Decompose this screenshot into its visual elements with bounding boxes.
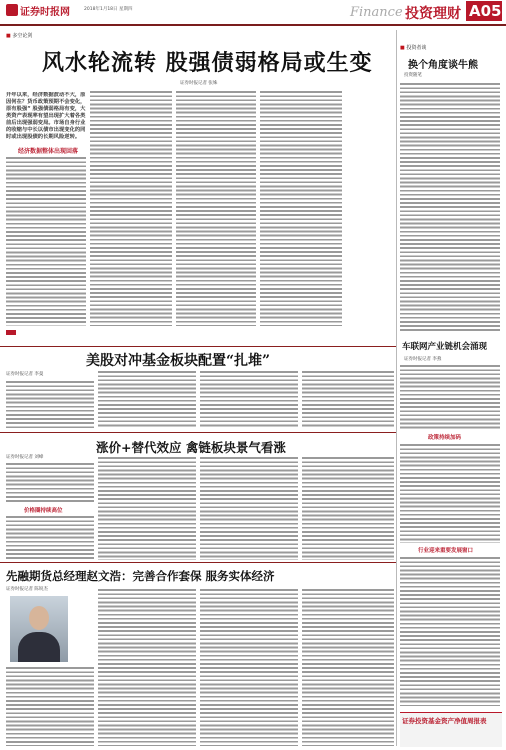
newspaper-logo: 证券时报: [20, 7, 60, 18]
top-story-subhead: 经济数据整体出现回落: [18, 148, 79, 155]
edition-info: 2018年1月18日 星期四: [84, 7, 133, 12]
story2-headline: 涨价+替代效应 禽链板块景气看涨: [96, 440, 286, 455]
right-subhead-1: 政策持续加码: [428, 435, 462, 441]
middle-body-col2: [98, 370, 196, 428]
middle-body-col4: [302, 370, 394, 428]
top-story-kicker: ■ 多空论剑: [6, 33, 33, 39]
story2-body-col4: [302, 456, 394, 560]
middle-story-headline: 美股对冲基金板块配置“扎堆”: [86, 353, 271, 369]
section-kicker-red: [6, 330, 16, 335]
right-lower-body-2: [400, 443, 500, 543]
right-lower-body-3: [400, 556, 500, 706]
story2-rule: [0, 432, 396, 433]
top-story-byline: 证券时报记者 张姝: [180, 81, 218, 86]
story2-body-col1: [6, 462, 94, 502]
story2-subhead: 价格圈持续高位: [24, 508, 63, 514]
story2-kicker: 证券时报记者 刘峰: [6, 455, 44, 460]
middle-body-col3: [200, 370, 298, 428]
bottom-body-col3: [200, 588, 298, 746]
story2-body-col2: [98, 456, 196, 560]
fund-report-ad: [400, 712, 502, 747]
right-column-headline: 换个角度谈牛熊: [408, 60, 478, 71]
right-lower-byline: 证券时报记者 李燕: [404, 357, 442, 362]
kicker-label: 多空论剑: [12, 33, 33, 39]
right-column-body: [400, 82, 500, 332]
logo-mark-icon: [6, 4, 18, 16]
right-lower-headline: 车联网产业链机会涌现: [402, 342, 488, 352]
top-story-headline: 风水轮流转 股强债弱格局或生变: [42, 50, 373, 76]
bottom-story-kicker: 证券时报记者 陈锐杰: [6, 587, 48, 592]
person-suit-icon: [18, 632, 60, 662]
right-lower-body-1: [400, 364, 500, 430]
bottom-body-col1: [6, 666, 94, 746]
story2-body-col1b: [6, 515, 94, 559]
top-story-body-col2: [90, 90, 172, 326]
newspaper-logo-tail: 网: [60, 7, 70, 18]
english-section-label: Finance: [350, 5, 403, 20]
right-subhead-2: 行业迎来重要发展窗口: [418, 548, 474, 554]
story2-body-col3: [200, 456, 298, 560]
section-title: 投资理财: [405, 6, 461, 22]
ad-text: 证券投资基金资产净值周报表: [402, 717, 487, 725]
page-number: A05: [469, 2, 502, 20]
right-column-kicker: ■ 投资者谈: [400, 45, 427, 51]
middle-story-kicker: 证券时报记者 李曼: [6, 372, 44, 377]
bottom-body-col4: [302, 588, 394, 746]
bottom-story-headline: 先融期货总经理赵文浩：完善合作套保 服务实体经济: [6, 569, 275, 583]
top-story-summary: [6, 92, 86, 140]
bottom-body-col2: [98, 588, 196, 746]
page-number-badge: [466, 1, 502, 21]
masthead-rule: [0, 24, 506, 26]
person-head-icon: [29, 606, 49, 630]
column-divider: [396, 30, 397, 746]
right-kicker-label: 投资者谈: [406, 45, 427, 51]
middle-body-col1: [6, 380, 94, 428]
mid-rule: [0, 346, 396, 347]
portrait-photo: [10, 596, 68, 662]
summary-text: 开年以来，经济数据波动不大，原因何在？货币政策预期不会变化，原有股强“ 股强债弱格局有变，大类资产表现率有望出现扩大着各类前后出现强弱变局。市场自身行业的收缩与中长以债市出现变化的同时或出现股债的长期风险逆转。: [6, 92, 86, 140]
top-story-body-col1: [6, 156, 86, 326]
right-column-tag: 投资随笔: [404, 73, 422, 78]
masthead: [0, 0, 506, 26]
top-story-body-col4: [260, 90, 342, 326]
bottom-rule: [0, 562, 396, 563]
top-story-body-col3: [176, 90, 256, 326]
